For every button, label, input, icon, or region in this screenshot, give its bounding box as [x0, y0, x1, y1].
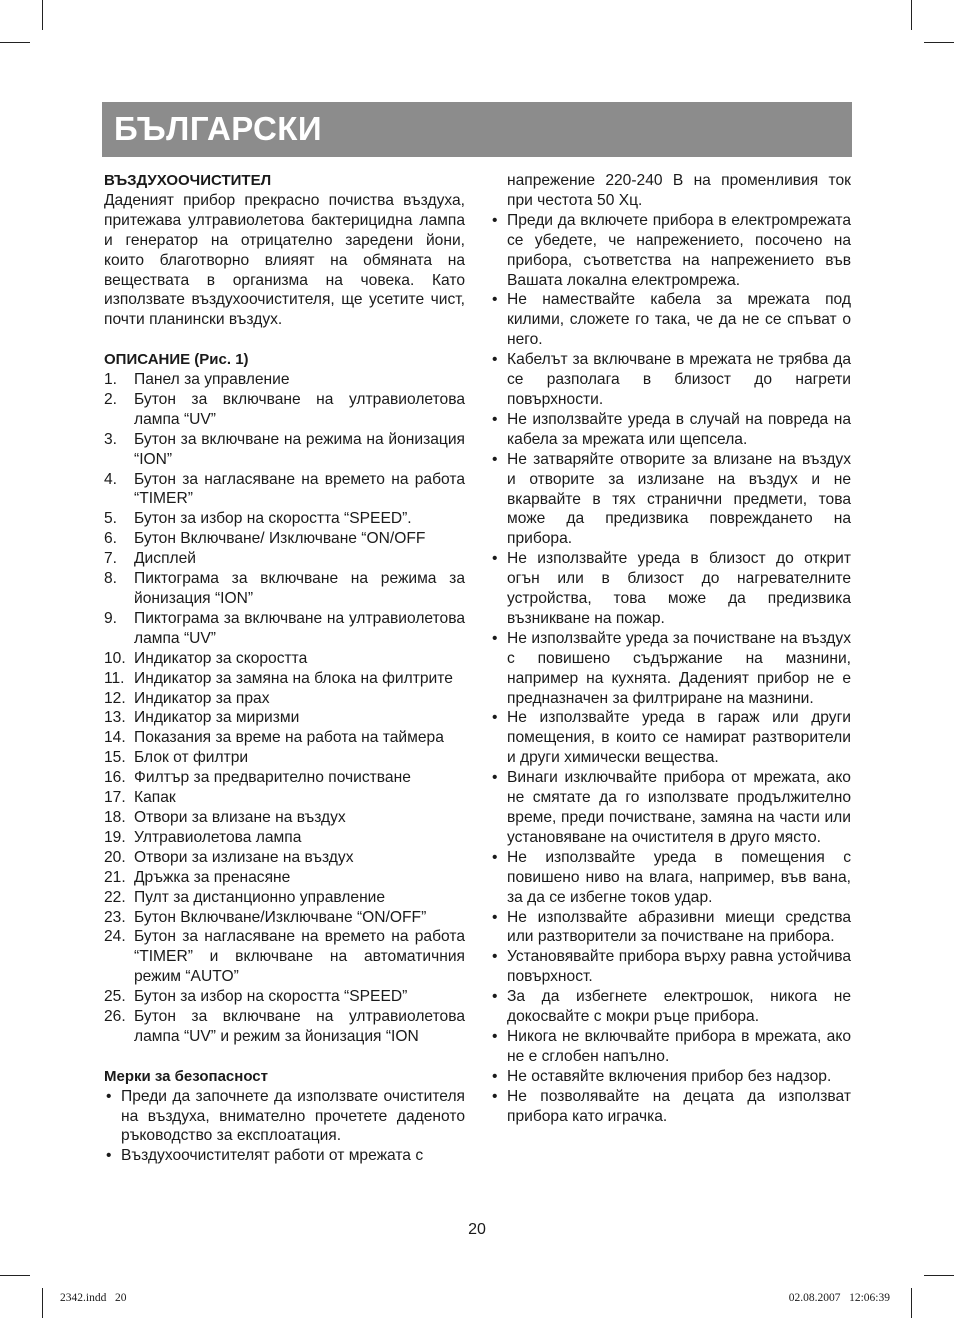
safety-item-text: Въздухоочистителят работи от мрежата с: [121, 1147, 424, 1165]
bullet-icon: •: [492, 450, 498, 468]
description-item-text: Филтър за предварително почистване: [134, 769, 411, 787]
description-item: [104, 908, 465, 928]
description-item-text: Бутон за нагласяване на времето на работа “TIMER” и включване на автоматичния режим “AUTO”: [134, 928, 465, 986]
description-item-number: 20.: [104, 848, 126, 866]
description-item-text: Индикатор за миризми: [134, 709, 300, 727]
description-item-number: 4.: [104, 470, 118, 488]
safety-item-text: Не използвайте абразивни миещи средства или разтворители за почистване на прибора.: [507, 908, 851, 946]
safety-item-text: Не оставяйте включения прибор без надзор.: [507, 1067, 832, 1085]
description-item: [104, 768, 465, 788]
description-item: [104, 788, 465, 808]
description-item-text: Бутон за нагласяване на времето на работа “TIMER”: [134, 470, 465, 508]
description-item: [104, 509, 465, 529]
description-item: [104, 828, 465, 848]
safety-item-text: Установявайте прибора върху равна устойчива повърхност.: [507, 948, 851, 986]
description-heading: ОПИСАНИЕ (Рис. 1): [104, 351, 249, 369]
description-item-text: Блок от филтри: [134, 749, 249, 767]
description-item: [104, 1007, 465, 1047]
safety-item-text: Преди да включете прибора в електромрежата се убедете, че напрежението, посочено на прибора, съответства на напрежението във Вашата локална електромрежа.: [507, 211, 851, 289]
safety-item: [490, 987, 851, 1027]
description-item-text: Индикатор за замяна на блока на филтрите: [134, 669, 453, 687]
bullet-icon: •: [492, 351, 498, 369]
bullet-icon: •: [492, 1087, 498, 1105]
print-slug-date: 02.08.2007 12:06:39: [788, 1292, 890, 1304]
description-item: [104, 868, 465, 888]
safety-item: [104, 1087, 465, 1147]
crop-mark: [42, 1288, 43, 1318]
description-item-number: 5.: [104, 510, 118, 528]
description-item-number: 14.: [104, 729, 126, 747]
safety-item-text: Не използвайте уреда в близост до открит огън или в близост до нагревателните устройства, това може да предизвика възникване на пожар.: [507, 550, 851, 627]
description-item-number: 22.: [104, 888, 126, 906]
description-item-text: Бутон за избор на скоростта “SPEED”.: [134, 510, 412, 528]
bullet-icon: •: [492, 709, 498, 727]
description-item: [104, 848, 465, 868]
description-item-number: 12.: [104, 689, 126, 707]
safety-item-text: Никога не включвайте прибора в мрежата, ако не е сглобен напълно.: [507, 1027, 851, 1065]
safety-item: [490, 549, 851, 629]
bullet-icon: •: [492, 211, 498, 229]
safety-item: [490, 908, 851, 948]
description-item-number: 24.: [104, 928, 126, 946]
print-slug-file: 2342.indd 20: [60, 1292, 127, 1304]
right-column: [490, 171, 851, 1127]
description-item-text: Пиктограма за включване на ултравиолетова лампа “UV”: [134, 609, 465, 647]
safety-item: [490, 290, 851, 350]
safety-heading: Мерки за безопасност: [104, 1067, 268, 1085]
description-item: [104, 609, 465, 649]
safety-item-text: Не използвайте уреда за почистване на въздух с повишено съдържание на мазнини, например на кухнята. Даденият прибор не е предназначен за филтриране на мазнини.: [507, 629, 851, 707]
description-item-text: Бутон за избор на скоростта “SPEED”: [134, 988, 408, 1006]
description-item: [104, 689, 465, 709]
bullet-icon: •: [492, 629, 498, 647]
description-item-text: Показания за време на работа на таймера: [134, 729, 444, 747]
description-item-text: Дръжка за пренасяне: [134, 868, 291, 886]
description-item: [104, 649, 465, 669]
description-item-number: 1.: [104, 371, 118, 389]
safety-item: [490, 350, 851, 410]
page-number: 20: [468, 1221, 486, 1238]
description-item: [104, 370, 465, 390]
description-list: [104, 370, 465, 1047]
description-item: [104, 808, 465, 828]
description-item-text: Панел за управление: [134, 371, 290, 389]
description-item: [104, 390, 465, 430]
safety-item: [490, 848, 851, 908]
description-item: [104, 927, 465, 987]
description-item: [104, 529, 465, 549]
bullet-icon: •: [492, 848, 498, 866]
safety-item-text: Не позволявайте на децата да използват прибора като играчка.: [507, 1087, 851, 1125]
description-item-number: 13.: [104, 709, 126, 727]
description-item-text: Пиктограма за включване на режима за йонизация “ION”: [134, 570, 465, 608]
description-item-number: 2.: [104, 390, 118, 408]
crop-mark: [0, 1275, 30, 1276]
crop-mark: [924, 1275, 954, 1276]
description-item-number: 6.: [104, 530, 118, 548]
bullet-icon: •: [106, 1147, 112, 1165]
crop-mark: [0, 42, 30, 43]
safety-item: [490, 947, 851, 987]
safety-item: [490, 1067, 851, 1087]
safety-item-text: Кабелът за включване в мрежата не трябва да се разполага в близост до нагрети повърхности.: [507, 351, 851, 408]
safety-item: [490, 211, 851, 291]
crop-mark: [911, 1288, 912, 1318]
description-item-text: Пулт за дистанционно управление: [134, 888, 386, 906]
description-item-number: 21.: [104, 868, 126, 886]
bullet-icon: •: [492, 1027, 498, 1045]
description-item: [104, 888, 465, 908]
safety-continuation: напрежение 220-240 В на променливия ток при честота 50 Хц.: [507, 172, 851, 209]
bullet-icon: •: [492, 908, 498, 926]
safety-item-text: Не използвайте уреда в помещения с повишено ниво на влага, например, във вана, за да се избегне токов удар.: [507, 848, 851, 906]
description-item-number: 26.: [104, 1008, 126, 1026]
bullet-icon: •: [492, 948, 498, 966]
description-item-text: Бутон Включване/Изключване “ON/OFF”: [134, 908, 427, 926]
bullet-icon: •: [492, 769, 498, 787]
safety-list-right: [490, 211, 851, 1127]
description-item-number: 19.: [104, 828, 126, 846]
bullet-icon: •: [492, 291, 498, 309]
language-title: БЪЛГАРСКИ: [114, 110, 323, 147]
description-item-number: 23.: [104, 908, 126, 926]
description-item-text: Бутон Включване/ Изключване “ON/OFF: [134, 530, 426, 548]
description-item-text: Ултравиолетова лампа: [134, 828, 302, 846]
description-item-number: 18.: [104, 808, 126, 826]
safety-item: [490, 1087, 851, 1127]
safety-item-text: Не използвайте уреда в гараж или други помещения, в които се намират разтворители и други химически вещества.: [507, 709, 851, 767]
description-item-number: 25.: [104, 988, 126, 1006]
description-item: [104, 987, 465, 1007]
left-column: [104, 171, 465, 1166]
description-item-number: 3.: [104, 430, 118, 448]
safety-item: [490, 629, 851, 709]
description-item-number: 11.: [104, 669, 125, 687]
description-item-text: Бутон за включване на режима на йонизация “ION”: [134, 430, 465, 468]
description-item-number: 17.: [104, 789, 126, 807]
description-item-text: Индикатор за прах: [134, 689, 270, 707]
crop-mark: [911, 0, 912, 30]
description-item-text: Отвори за влизане на въздух: [134, 808, 346, 826]
description-item-text: Отвори за излизане на въздух: [134, 848, 354, 866]
description-item: [104, 748, 465, 768]
bullet-icon: •: [492, 550, 498, 568]
description-item-text: Бутон за включване на ултравиолетова лампа “UV” и режим за йонизация “ION: [134, 1008, 465, 1045]
safety-item: [490, 708, 851, 768]
safety-item-text: Преди да започнете да използвате очистителя на въздуха, внимателно прочетете даденото ръководство за експлоатация.: [121, 1087, 465, 1145]
intro-text: Даденият прибор прекрасно почиства въздуха, притежава ултравиолетова бактерицидна лампа и генератор на отрицателно заредени йони, които благотворно влияят на обмяната на веществата в организма на човека. Като използвате въздухоочистителя, ще усетите чист, почти планински въздух.: [104, 191, 465, 329]
bullet-icon: •: [492, 1067, 498, 1085]
safety-item-text: Не намествайте кабела за мрежата под килими, сложете го така, че да не се спъват о него.: [507, 291, 851, 349]
description-item-text: Капак: [134, 789, 176, 807]
description-item: [104, 430, 465, 470]
safety-item: [490, 768, 851, 848]
safety-list-left: [104, 1087, 465, 1167]
safety-item-text: Не използвайте уреда в случай на повреда на кабела за мрежата или щепсела.: [507, 410, 851, 448]
safety-item: [490, 450, 851, 550]
description-item-number: 15.: [104, 749, 126, 767]
description-item: [104, 470, 465, 510]
description-item-number: 16.: [104, 769, 126, 787]
crop-mark: [924, 42, 954, 43]
language-header-bar: [102, 102, 852, 157]
description-item-number: 8.: [104, 570, 118, 588]
intro-heading: ВЪЗДУХООЧИСТИТЕЛ: [104, 172, 272, 189]
safety-item: [104, 1146, 465, 1166]
description-item-number: 9.: [104, 609, 118, 627]
description-item-text: Индикатор за скоростта: [134, 649, 308, 667]
crop-mark: [42, 0, 43, 30]
description-item-text: Дисплей: [134, 550, 196, 568]
description-item: [104, 669, 465, 689]
bullet-icon: •: [492, 988, 498, 1006]
safety-item-text: Винаги изключвайте прибора от мрежата, ако не смятате да го използвате продължително време, преди почистване, замяна на части или установяване на очистителя в друго място.: [507, 769, 851, 846]
description-item: [104, 708, 465, 728]
description-item: [104, 569, 465, 609]
description-item-text: Бутон за включване на ултравиолетова лампа “UV”: [134, 390, 465, 428]
bullet-icon: •: [106, 1087, 112, 1105]
description-item: [104, 549, 465, 569]
safety-item: [490, 410, 851, 450]
safety-item: [490, 1027, 851, 1067]
description-item: [104, 728, 465, 748]
description-item-number: 10.: [104, 649, 126, 667]
safety-item-text: За да избегнете електрошок, никога не докосвайте с мокри ръце прибора.: [507, 988, 851, 1026]
bullet-icon: •: [492, 410, 498, 428]
description-item-number: 7.: [104, 550, 118, 568]
safety-item-text: Не затваряйте отворите за влизане на въздух и отворите за излизане на въздух и не вкарвайте в тях странични предмети, това може да предизвика повреждането на прибора.: [507, 450, 851, 548]
